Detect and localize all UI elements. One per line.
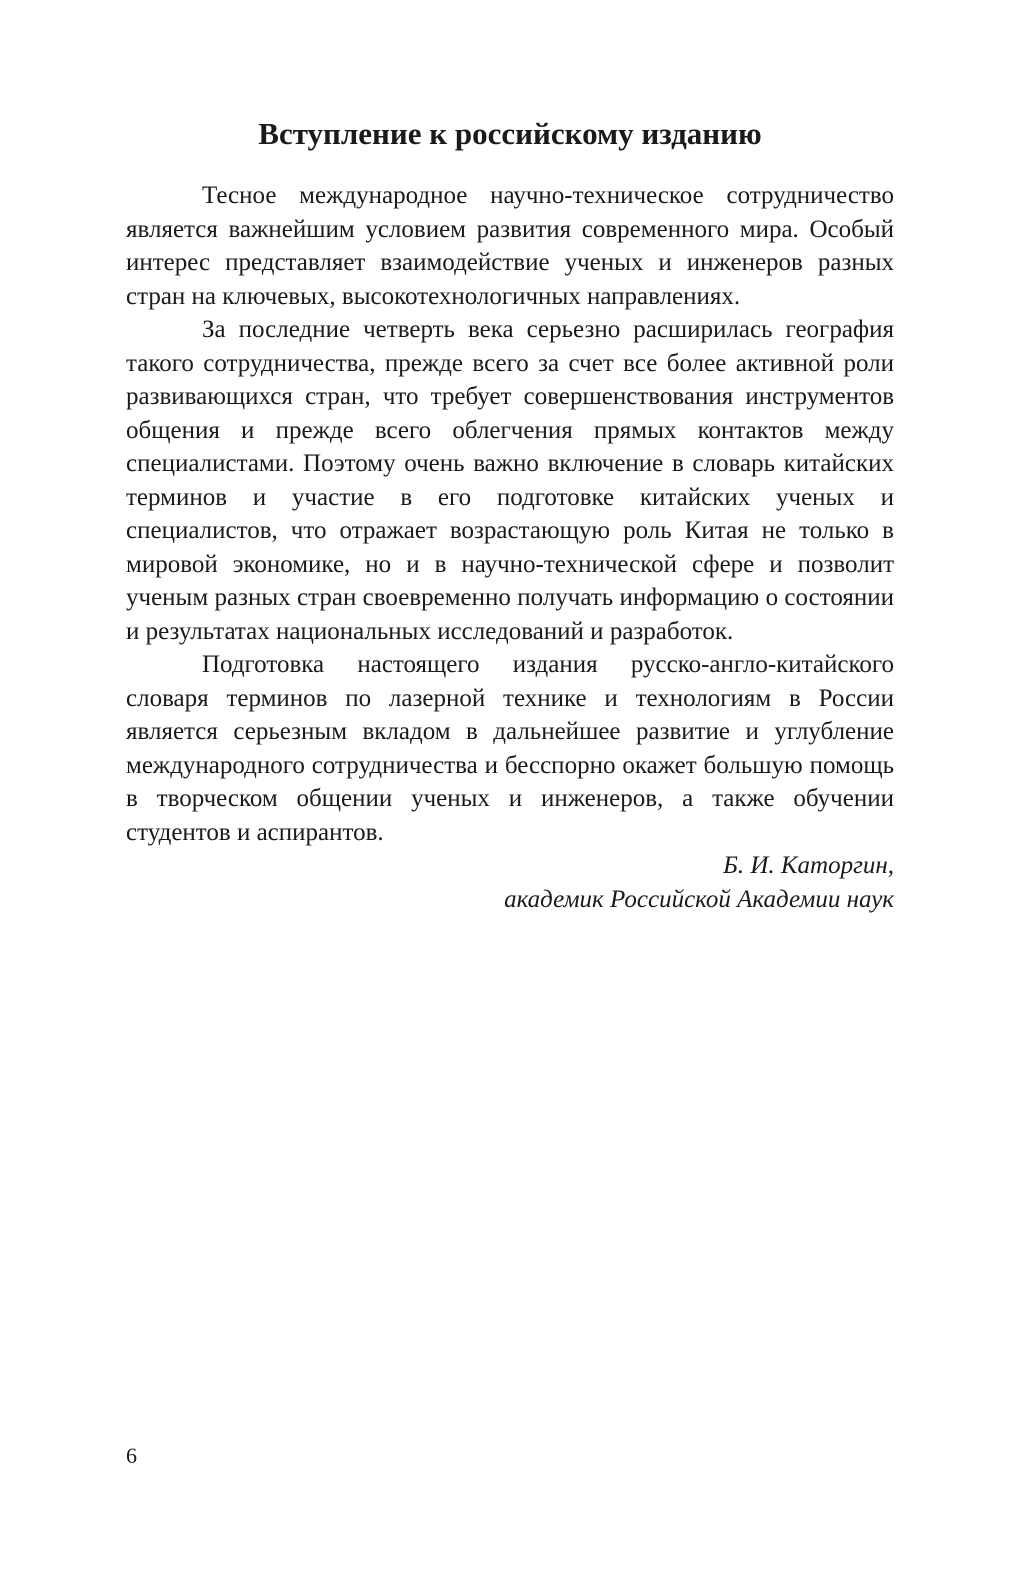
signature-name: Б. И. Каторгин, (723, 852, 894, 879)
paragraph-1: Тесное международное научно-техническое сотрудничество является важнейшим условием развития современного мира. Особый интерес представляет взаимодействие ученых и инженеров разных стран на ключевых, высокотехнологичных направлениях. (126, 182, 894, 310)
paragraph-3: Подготовка настоящего издания русско-англо-китайского словаря терминов по лазерной технике и технологиям в России является серьезным вкладом в дальнейшее развитие и углубление международного сотрудничества и бесспорно окажет большую помощь в творческом общении ученых и инженеров, а также обучении студентов и аспирантов. (126, 651, 894, 846)
paragraph-2: За последние четверть века серьезно расширилась география такого сотрудничества, прежде всего за счет все более активной роли развивающихся стран, что требует совершенствования инструментов общения и прежде всего облегчения прямых контактов между специалистами. Поэтому очень важно включение в словарь китайских терминов и участие в его подготовке китайских ученых и специалистов, что отражает возрастающую роль Китая не только в мировой экономике, но и в научно-технической сфере и позволит ученым разных стран своевременно получать информацию о состоянии и результатах национальных исследований и разработок. (126, 316, 894, 645)
page-title: Вступление к российскому изданию (258, 116, 762, 151)
body-text (126, 179, 894, 916)
page-number: 6 (126, 1443, 137, 1468)
signature-position: академик Российской Академии наук (504, 885, 894, 913)
